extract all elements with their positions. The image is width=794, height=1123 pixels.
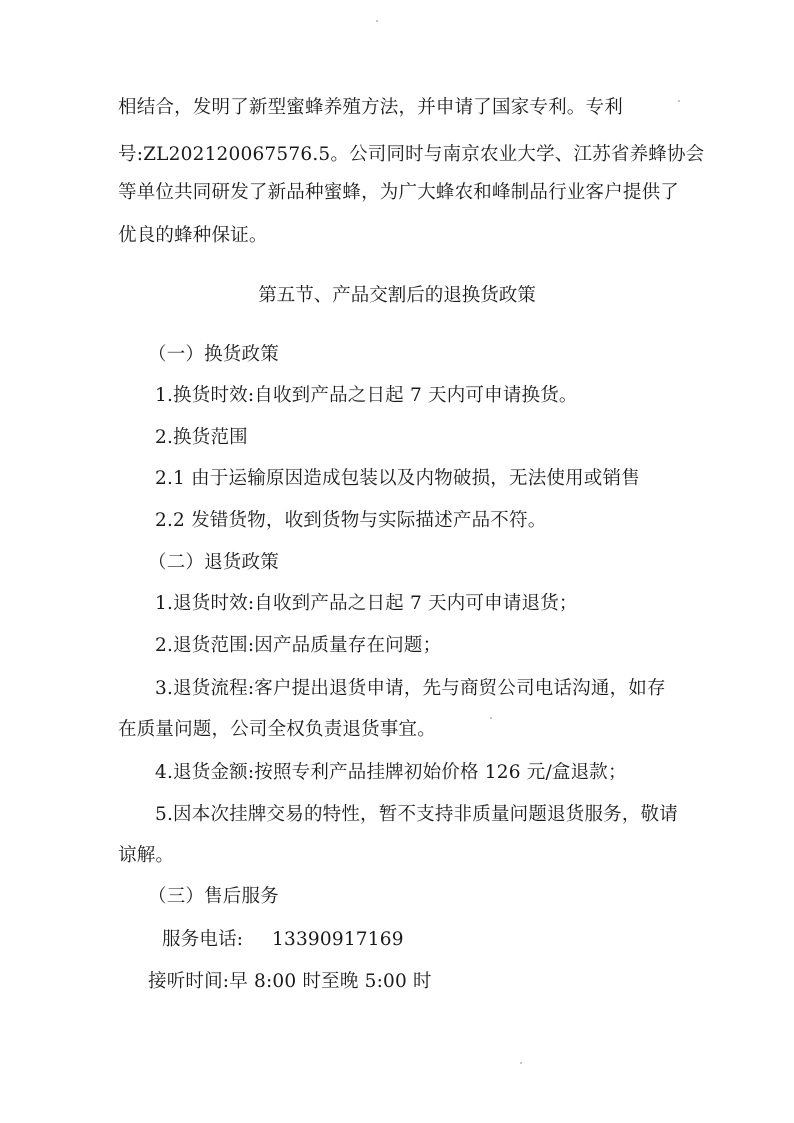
exchange-scope-1: 2.1 由于运输原因造成包装以及内物破损，无法使用或销售: [155, 468, 640, 489]
intro-line-3: 等单位共同研发了新品种蜜蜂，为广大蜂农和峰制品行业客户提供了: [118, 182, 680, 203]
return-note-line-1: 5.因本次挂牌交易的特性，暂不支持非质量问题退货服务，敬请: [155, 804, 678, 825]
section-title: 第五节、产品交割后的退换货政策: [258, 285, 536, 306]
service-hours: 接听时间:早 8:00 时至晚 5:00 时: [148, 971, 432, 992]
intro-line-2: 号:ZL202120067576.5。公司同时与南京农业大学、江苏省养蜂协会: [118, 144, 705, 165]
phone-number: 13390917169: [272, 929, 404, 950]
return-process-line-1: 3.退货流程:客户提出退货申请，先与商贸公司电话沟通，如存: [155, 678, 666, 699]
exchange-heading: （一）换货政策: [148, 344, 279, 365]
scan-speck: [490, 717, 492, 719]
exchange-time-limit: 1.换货时效:自收到产品之日起 7 天内可申请换货。: [155, 385, 578, 406]
intro-line-1: 相结合，发明了新型蜜蜂养殖方法，并申请了国家专利。专利: [118, 97, 623, 118]
scan-speck: [520, 1062, 522, 1064]
scan-speck: [678, 100, 680, 102]
exchange-scope-heading: 2.换货范围: [155, 427, 248, 448]
intro-line-4: 优良的蜂种保证。: [118, 225, 268, 246]
return-heading: （二）退货政策: [148, 552, 279, 573]
exchange-scope-2: 2.2 发错货物，收到货物与实际描述产品不符。: [155, 510, 547, 531]
return-scope: 2.退货范围:因产品质量存在问题；: [155, 635, 442, 656]
return-note-line-2: 谅解。: [118, 845, 175, 866]
phone-label: 服务电话:: [162, 929, 244, 950]
return-time-limit: 1.退货时效:自收到产品之日起 7 天内可申请退货；: [155, 593, 578, 614]
return-process-line-2: 在质量问题，公司全权负责退货事宜。: [118, 719, 436, 740]
return-amount: 4.退货金额:按照专利产品挂牌初始价格 126 元/盒退款；: [155, 762, 627, 783]
after-sales-heading: （三）售后服务: [148, 886, 279, 907]
scan-speck: [376, 20, 378, 22]
